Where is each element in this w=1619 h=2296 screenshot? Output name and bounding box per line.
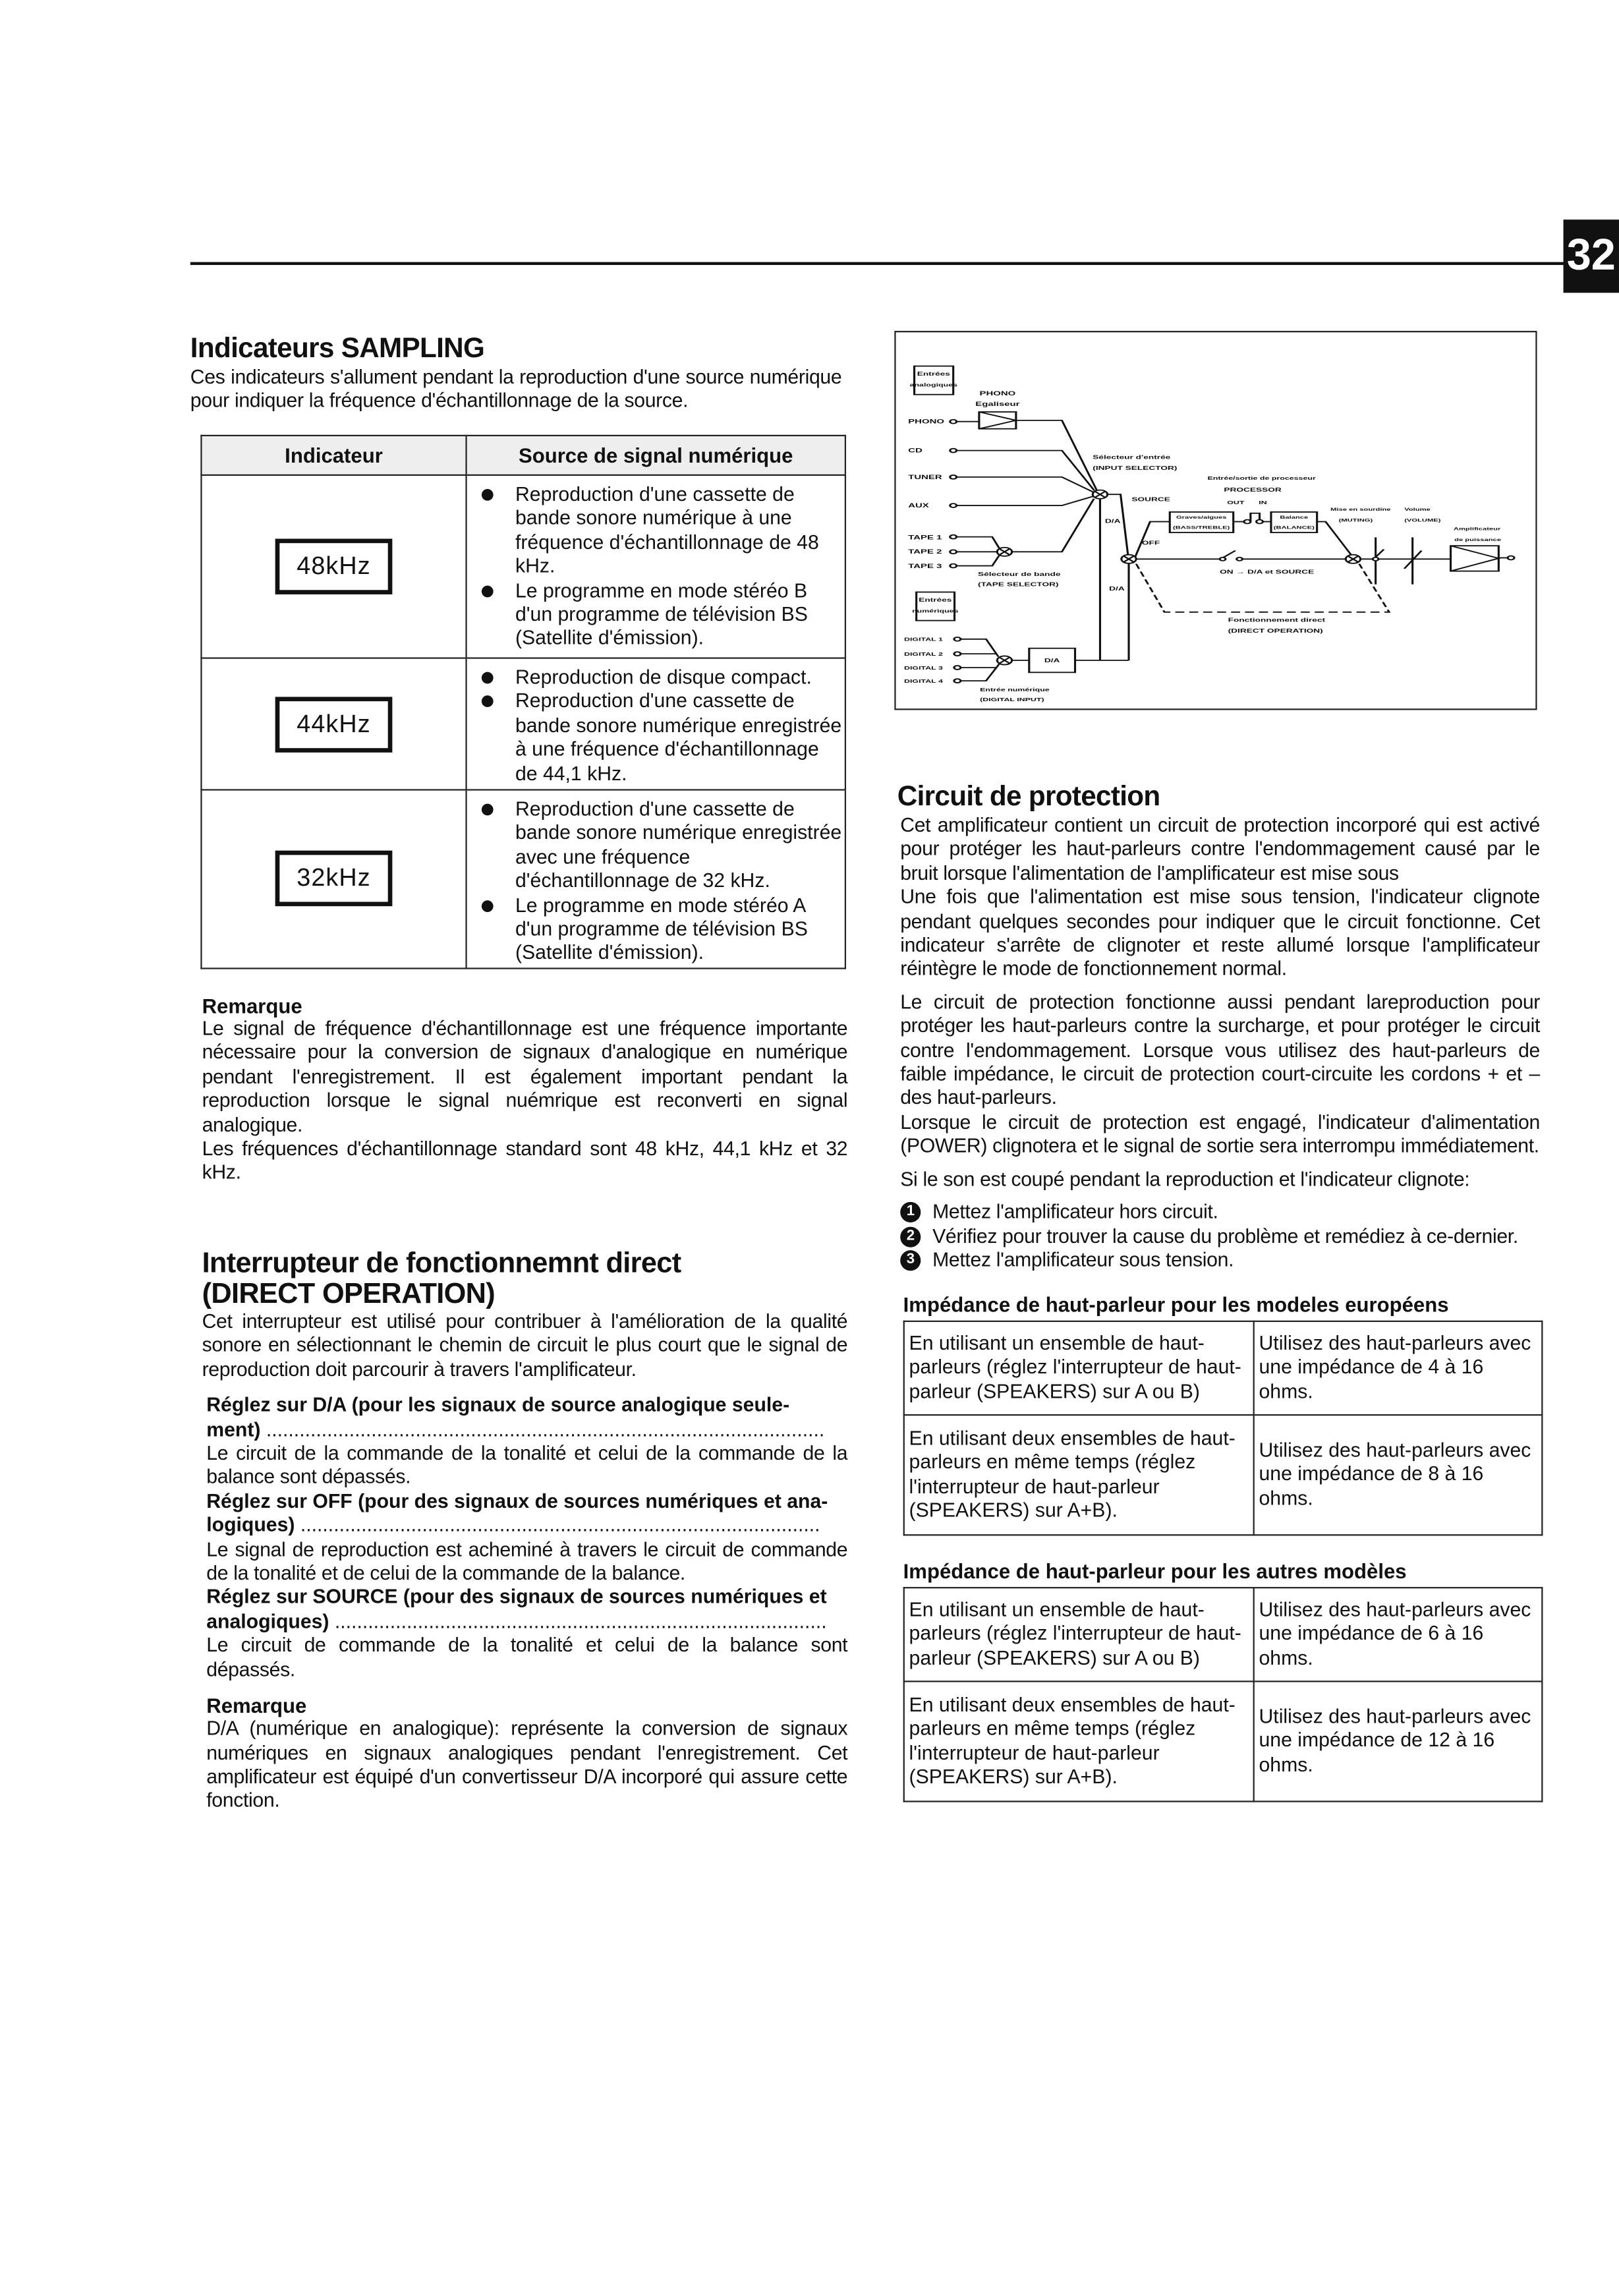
protection-steps	[900, 1201, 1540, 1273]
muting-switch-icon	[1361, 537, 1508, 584]
step-item	[900, 1249, 1540, 1273]
diagram-label: Sélecteur de bande	[978, 571, 1061, 578]
label-off: OFF	[1141, 540, 1160, 546]
table-row	[201, 475, 845, 658]
step-text: Mettez l'amplificateur sous tension.	[932, 1248, 1234, 1271]
label-da: D/A	[1109, 586, 1125, 592]
sampling-note	[202, 994, 848, 1186]
diagram-label: (VOLUME)	[1404, 517, 1441, 523]
block-diagram	[894, 331, 1537, 710]
mixer-icon	[1346, 555, 1360, 563]
setting-da	[206, 1394, 847, 1490]
sampling-intro: Ces indicateurs s'allument pendant la reproduction d'une source numérique pour indiquer la fréquence d'échantillonnage de la source.	[190, 366, 842, 413]
diagram-label: (BASS/TREBLE)	[1173, 525, 1230, 530]
setting-heading: Réglez sur SOURCE (pour des signaux de sources numériques et	[206, 1586, 827, 1609]
protection-p1	[900, 814, 1540, 982]
protection-p3: Lorsque le circuit de protection est engagé, l'indicateur d'alimentation (POWER) clignotera et le signal de sortie sera interrompu immédiatement.	[900, 1110, 1541, 1157]
table-cell: Utilisez des haut-parleurs avec une impédance de 6 à 16 ohms.	[1254, 1588, 1543, 1681]
diagram-label: Amplificateur	[1453, 526, 1501, 531]
direct-note-text: D/A (numérique en analogique): représente la conversion de signaux numériques en signaux analogiques pendant l'enregistrement. Cet amplificateur est équipé d'un convertisseur D/A incorporé qui assure cette fonction.	[206, 1717, 848, 1812]
power-amplifier-icon	[1451, 546, 1499, 571]
impedance-other-title: Impédance de haut-parleur pour les autres modèles	[903, 1559, 1407, 1584]
diagram-label: (DIGITAL INPUT)	[980, 697, 1044, 703]
diagram-label: IN	[1259, 500, 1267, 506]
label-da: D/A	[1104, 518, 1121, 525]
diagram-label: (INPUT SELECTOR)	[1093, 465, 1178, 472]
balance-block	[1271, 512, 1317, 532]
diagram-label: Egaliseur	[975, 401, 1020, 408]
protection-p4: Si le son est coupé pendant la reproduction et l'indicateur clignote:	[900, 1168, 1470, 1190]
digital-inputs-box	[912, 592, 959, 620]
col-header-indicator: Indicateur	[201, 436, 466, 475]
direct-title-line2: (DIRECT OPERATION)	[202, 1278, 496, 1311]
input-label-digital4: DIGITAL 4	[904, 679, 943, 685]
diagram-label: PROCESSOR	[1224, 487, 1282, 493]
input-label-tape1: TAPE 1	[908, 534, 942, 541]
table-row	[904, 1681, 1543, 1802]
list-item: Reproduction d'une cassette de bande sonore numérique à une fréquence d'échantillonnage de 48 kHz.	[515, 483, 843, 579]
direct-operation-switch-icon	[1122, 555, 1136, 563]
step-number-icon: 2	[900, 1226, 921, 1247]
diagram-label: Entrée numérique	[980, 687, 1050, 693]
list-item: Reproduction d'une cassette de bande sonore numérique enregistrée avec une fréquence d'échantillonnage de 32 kHz.	[515, 798, 843, 894]
dot-leader	[266, 1418, 822, 1442]
input-label-tape3: TAPE 3	[908, 563, 942, 570]
diagram-label: (MUTING)	[1338, 517, 1373, 523]
setting-heading: Réglez sur OFF (pour des signaux de sources numériques et ana-	[206, 1490, 828, 1512]
direct-intro: Cet interrupteur est utilisé pour contribuer à l'amélioration de la qualité sonore en sélectionnant le chemin de circuit le plus court que le signal de reproduction doit parcourir à travers l'amplificateur.	[202, 1310, 848, 1381]
input-label-digital1: DIGITAL 1	[904, 637, 943, 643]
diagram-label: PHONO	[979, 390, 1016, 397]
step-item	[900, 1224, 1540, 1248]
dot-leader	[335, 1610, 825, 1634]
input-selector-icon	[1093, 490, 1107, 499]
setting-heading-cont: ment)	[206, 1418, 261, 1441]
protection-title: Circuit de protection	[897, 782, 1160, 813]
protection-text: Cet amplificateur contient un circuit de protection incorporé qui est activé pour protéger les haut-parleurs contre l'endommagement causé par le bruit lorsque l'alimentation de l'amplificateur est mise sous	[900, 814, 1541, 884]
table-row	[904, 1414, 1543, 1535]
list-item: Reproduction d'une cassette de bande sonore numérique enregistrée à une fréquence d'échantillonnage de 44,1 kHz.	[515, 690, 843, 786]
step-item	[900, 1201, 1540, 1224]
table-row	[904, 1322, 1543, 1415]
impedance-other-table	[903, 1588, 1543, 1803]
input-label-tape2: TAPE 2	[908, 548, 942, 556]
impedance-eu-title: Impédance de haut-parleur pour les modeles européens	[903, 1293, 1449, 1317]
right-column-flow	[900, 814, 1543, 1802]
diagram-label: Graves/aigues	[1176, 515, 1227, 520]
diagram-label: Entrées	[919, 597, 952, 604]
header-rule	[190, 262, 1566, 265]
diagram-label: Mise en sourdine	[1330, 507, 1391, 512]
diagram-label: de puissance	[1454, 537, 1501, 542]
setting-text: Le circuit de la commande de la tonalité et celui de la commande de la balance sont dépassés.	[206, 1442, 848, 1489]
indicator-44khz: 44kHz	[275, 696, 393, 751]
input-label-digital2: DIGITAL 2	[904, 652, 943, 658]
analog-inputs-box	[910, 366, 958, 395]
sampling-note-text2: Les fréquences d'échantillonnage standard sont 48 kHz, 44,1 kHz et 32 kHz.	[202, 1137, 848, 1184]
table-cell: Utilisez des haut-parleurs avec une impédance de 12 à 16 ohms.	[1254, 1681, 1543, 1802]
table-cell: En utilisant un ensemble de haut-parleurs (réglez l'interrupteur de haut-parleur (SPEAKERS) sur A ou B)	[904, 1588, 1254, 1681]
setting-off	[206, 1490, 847, 1586]
dot-leader	[300, 1514, 820, 1538]
protection-p2: Le circuit de protection fonctionne aussi pendant lareproduction pour protéger les haut-parleurs contre la surcharge, et pour protéger le circuit contre l'endommagement. Lorsque vous utilisez des haut-parleurs de faible impédance, le circuit de protection court-circuite les cordons + et – des haut-parleurs.	[900, 990, 1541, 1109]
input-label-tuner: TUNER	[908, 473, 942, 480]
input-label-digital3: DIGITAL 3	[904, 666, 943, 672]
sampling-table	[200, 435, 846, 969]
protection-text: Une fois que l'alimentation est mise sous tension, l'indicateur clignote pendant quelques secondes pour indiquer que le circuit fonctionne. Cet indicateur s'arrête de clignoter et reste allumé lorsque l'amplificateur réintègre le mode de fonctionnement normal.	[900, 886, 1541, 981]
step-number-icon: 1	[900, 1202, 921, 1222]
table-cell: Utilisez des haut-parleurs avec une impédance de 8 à 16 ohms.	[1254, 1414, 1543, 1535]
diagram-label: (TAPE SELECTOR)	[978, 581, 1059, 588]
indicator-48khz: 48kHz	[275, 539, 393, 594]
table-row	[201, 658, 845, 790]
diagram-label: (DIRECT OPERATION)	[1228, 628, 1323, 635]
tape-selector-icon	[997, 548, 1011, 556]
direct-note-title: Remarque	[206, 1694, 307, 1718]
table-cell: Utilisez des haut-parleurs avec une impédance de 4 à 16 ohms.	[1254, 1322, 1543, 1415]
analog-input-lines	[908, 418, 1096, 570]
diagram-label: OUT	[1227, 500, 1245, 506]
diagram-label: Entrée/sortie de processeur	[1207, 476, 1316, 482]
diagram-label: Fonctionnement direct	[1228, 617, 1326, 623]
step-text: Vérifiez pour trouver la cause du problème et remédiez à ce-dernier.	[932, 1224, 1518, 1247]
setting-heading-cont: logiques)	[206, 1514, 295, 1536]
input-label-cd: CD	[908, 447, 923, 454]
input-label-aux: AUX	[908, 502, 929, 509]
diagram-label: Sélecteur d'entrée	[1093, 454, 1171, 461]
indicator-32khz: 32kHz	[275, 851, 393, 907]
direct-title-line1: Interrupteur de fonctionnemnt direct	[202, 1247, 681, 1280]
phono-equalizer-icon	[979, 412, 1016, 429]
direct-settings	[202, 1394, 848, 1682]
table-row	[904, 1588, 1543, 1681]
col-header-source: Source de signal numérique	[467, 436, 845, 475]
diagram-label: Volume	[1404, 507, 1431, 512]
impedance-eu-table	[903, 1321, 1543, 1536]
setting-heading: Réglez sur D/A (pour les signaux de source analogique seule-	[206, 1394, 790, 1416]
step-text: Mettez l'amplificateur hors circuit.	[932, 1200, 1218, 1223]
diagram-label: numériques	[912, 608, 959, 614]
list-item: Le programme en mode stéréo A d'un programme de télévision BS (Satellite d'émission).	[515, 894, 843, 966]
table-row	[201, 789, 845, 968]
diagram-label: D/A	[1044, 658, 1060, 664]
list-item: Reproduction de disque compact.	[515, 666, 843, 690]
label-source: SOURCE	[1131, 497, 1170, 503]
digital-input-selector-icon	[997, 656, 1011, 664]
input-label-phono: PHONO	[908, 418, 944, 425]
setting-text: Le signal de reproduction est acheminé à travers le circuit de commande de la tonalité et de celui de la commande de la balance.	[206, 1538, 848, 1584]
direct-note	[202, 1694, 848, 1813]
label-on: ON → D/A et SOURCE	[1220, 569, 1315, 575]
table-cell: En utilisant deux ensembles de haut-parleurs en même temps (réglez l'interrupteur de haut-parleur (SPEAKERS) sur A+B).	[904, 1681, 1254, 1802]
sampling-note-title: Remarque	[202, 994, 302, 1018]
diagram-label: (BALANCE)	[1273, 525, 1315, 530]
setting-source	[206, 1586, 847, 1682]
setting-heading-cont: analogiques)	[206, 1610, 329, 1632]
table-cell: En utilisant deux ensembles de haut-parleurs en même temps (réglez l'interrupteur de haut-parleur (SPEAKERS) sur A+B).	[904, 1414, 1254, 1535]
direct-section	[202, 1249, 848, 1814]
da-converter-block	[1029, 648, 1075, 673]
table-cell: En utilisant un ensemble de haut-parleurs (réglez l'interrupteur de haut-parleur (SPEAKERS) sur A ou B)	[904, 1322, 1254, 1415]
volume-icon	[1404, 537, 1421, 584]
sampling-title: Indicateurs SAMPLING	[190, 333, 485, 365]
sampling-note-text: Le signal de fréquence d'échantillonnage est une fréquence importante nécessaire pour la conversion de signaux d'analogique en numérique pendant l'enregistrement. Il est également important pendant la reproduction lorsque le signal nuémrique est reconverti en signal analogique.	[202, 1017, 848, 1136]
page-number: 32	[1564, 219, 1619, 293]
bass-treble-block	[1170, 512, 1233, 532]
step-number-icon: 3	[900, 1250, 921, 1271]
list-item: Le programme en mode stéréo B d'un programme de télévision BS (Satellite d'émission).	[515, 579, 843, 651]
diagram-label: analogiques	[909, 382, 958, 388]
diagram-label: Balance	[1280, 515, 1309, 520]
diagram-label: Entrées	[917, 371, 950, 378]
direct-title	[202, 1249, 848, 1310]
setting-text: Le circuit de commande de la tonalité et celui de la balance sont dépassés.	[206, 1634, 848, 1680]
